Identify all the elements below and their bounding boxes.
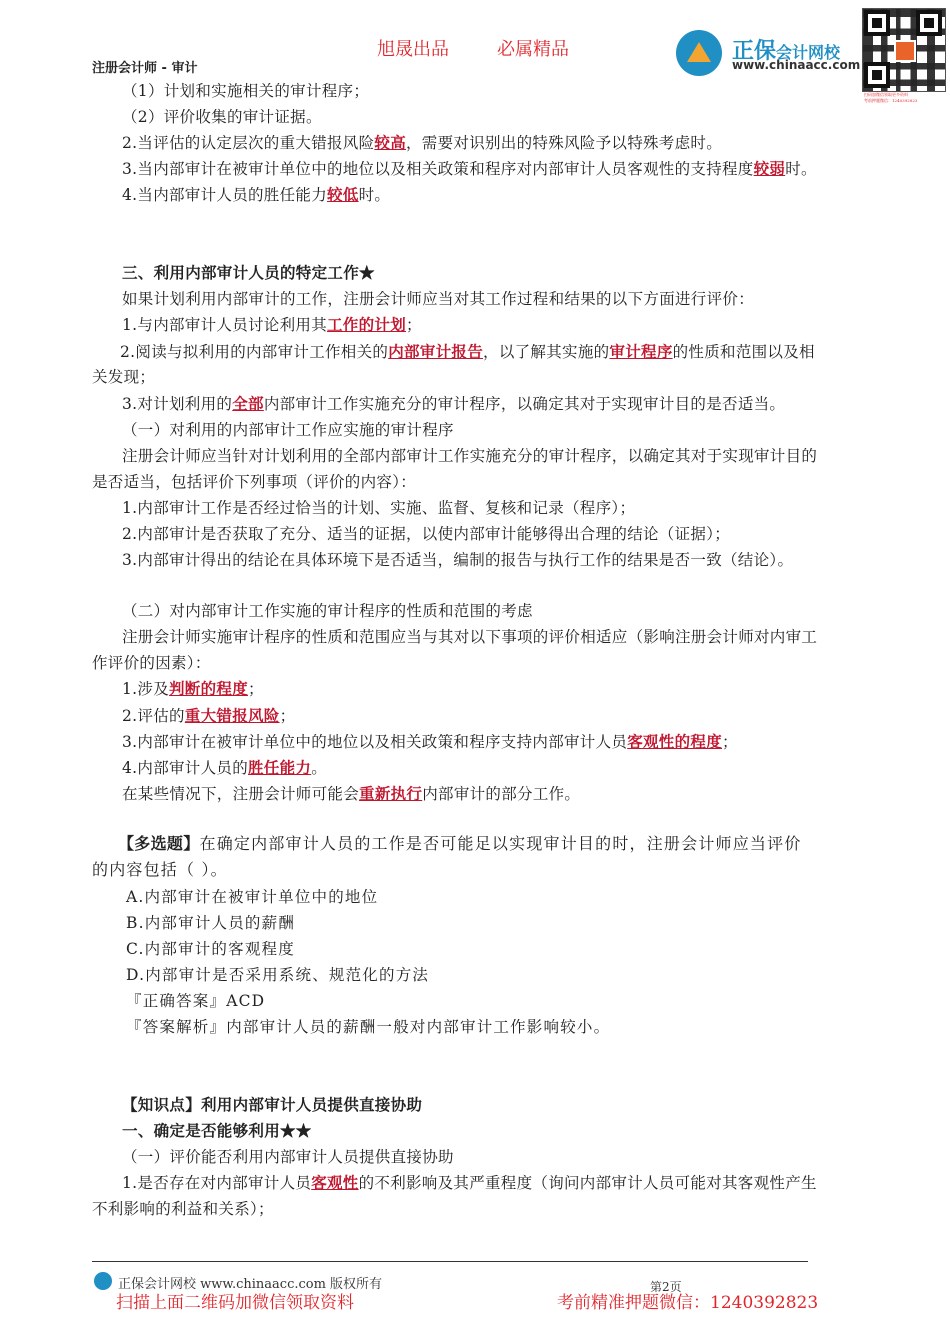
qr-caption-1: 扫码加微信领取更多资料 — [864, 92, 908, 97]
question-option: C.内部审计的客观程度 — [126, 940, 295, 958]
emphasis: 审计程序 — [609, 342, 673, 361]
emphasis: 较低 — [327, 185, 359, 204]
text-span: 2.当评估的认定层次的重大错报风险 — [122, 134, 375, 152]
text-span: 1.涉及 — [122, 680, 169, 698]
logo-name-main: 正保 — [732, 39, 777, 64]
text-span: ； — [406, 316, 422, 334]
subsection-heading: （一）对利用的内部审计工作应实施的审计程序 — [122, 421, 454, 439]
question-text: 在确定内部审计人员的工作是否可能足以实现审计目的时，注册会计师应当评价 — [199, 834, 802, 853]
text-line — [122, 314, 422, 336]
text-span: 时。 — [358, 186, 391, 204]
promo-left: 扫描上面二维码加微信领取资料 — [116, 1293, 354, 1313]
qr-finder-icon — [864, 10, 890, 36]
emphasis: 重新执行 — [359, 784, 423, 803]
explanation: 『答案解析』内部审计人员的薪酬一般对内部审计工作影响较小。 — [126, 1018, 611, 1036]
subsection-heading: （二）对内部审计工作实施的审计程序的性质和范围的考虑 — [122, 602, 533, 620]
qr-caption-2: 考前押题微信：1240392823 — [864, 98, 918, 103]
text-line: （2）评价收集的审计证据。 — [122, 108, 322, 126]
section-heading: 一、确定是否能够利用★★ — [122, 1121, 312, 1140]
logo-url: www.chinaacc.com — [732, 58, 861, 72]
text-span: ，需要对识别出的特殊风险予以特殊考虑时。 — [406, 134, 723, 152]
text-line — [122, 158, 817, 180]
text-line — [122, 731, 738, 753]
brand-left: 旭晟出品 — [377, 39, 449, 60]
knowledge-point-title: 【知识点】利用内部审计人员提供直接协助 — [122, 1095, 423, 1114]
text-line: 是否适当，包括评价下列事项（评价的内容）： — [92, 473, 417, 491]
text-line: （1）计划和实施相关的审计程序； — [122, 82, 370, 100]
emphasis: 较高 — [374, 133, 406, 152]
footer-copyright: 正保会计网校 www.chinaacc.com 版权所有 — [118, 1277, 383, 1292]
text-line: 2.内部审计是否获取了充分、适当的证据，以使内部审计能够得出合理的结论（证据）； — [122, 525, 731, 543]
logo-icon — [676, 30, 722, 76]
text-span: 3.内部审计在被审计单位中的地位以及相关政策和程序支持内部审计人员 — [122, 733, 628, 751]
emphasis: 客观性 — [311, 1173, 359, 1192]
page-number: 第2页 — [650, 1280, 682, 1294]
text-span: 内部审计工作实施充分的审计程序，以确定其对于实现审计目的是否适当。 — [263, 395, 786, 413]
text-line: 注册会计师应当针对计划利用的全部内部审计工作实施充分的审计程序，以确定其对于实现审计目的 — [122, 447, 818, 465]
qr-finder-icon — [916, 10, 942, 36]
subject-label: 注册会计师 - 审计 — [92, 61, 198, 76]
text-span: ； — [279, 707, 296, 725]
text-line: 不利影响的利益和关系）； — [92, 1200, 274, 1218]
text-line — [122, 184, 390, 206]
question-option: A.内部审计在被审计单位中的地位 — [126, 888, 379, 906]
emphasis: 工作的计划 — [327, 315, 407, 334]
text-line: 注册会计师实施审计程序的性质和范围应当与其对以下事项的评价相适应（影响注册会计师对内审工 — [122, 628, 818, 646]
text-span: 内部审计的部分工作。 — [422, 785, 581, 803]
text-line: 3.内部审计得出的结论在具体环境下是否适当，编制的报告与执行工作的结果是否一致（结论）。 — [122, 551, 794, 569]
footer-logo-icon — [94, 1272, 112, 1290]
text-span: 1.与内部审计人员讨论利用其 — [122, 316, 327, 334]
text-span: 。 — [311, 759, 328, 777]
brand-right: 必属精品 — [497, 39, 569, 60]
logo-name-sub: 会计网校 — [776, 43, 841, 62]
subsection-heading: （一）评价能否利用内部审计人员提供直接协助 — [122, 1148, 454, 1166]
text-span: ； — [722, 733, 738, 751]
question-line: 的内容包括（ ）。 — [92, 860, 228, 879]
question-label: 【多选题】 — [118, 834, 200, 853]
text-span: 在某些情况下，注册会计师可能会 — [122, 785, 360, 803]
emphasis: 胜任能力 — [248, 758, 312, 777]
text-line: 如果计划利用内部审计的工作，注册会计师应当对其工作过程和结果的以下方面进行评价： — [122, 290, 755, 308]
qr-finder-icon — [864, 62, 890, 88]
answer: 『正确答案』ACD — [126, 992, 266, 1010]
text-span: 4.当内部审计人员的胜任能力 — [122, 186, 327, 204]
text-line — [122, 757, 327, 779]
text-span: ； — [248, 680, 264, 698]
text-line — [122, 705, 295, 727]
text-line — [122, 393, 785, 415]
promo-right: 考前精准押题微信：1240392823 — [557, 1293, 819, 1313]
question-option: B.内部审计人员的薪酬 — [126, 914, 296, 932]
text-line — [122, 783, 580, 805]
text-span: ，以了解其实施的 — [483, 343, 610, 361]
emphasis: 重大错报风险 — [184, 706, 280, 725]
text-line — [122, 1172, 817, 1194]
qr-center-icon — [894, 40, 916, 62]
text-span: 3.当内部审计在被审计单位中的地位以及相关政策和程序对内部审计人员客观性的支持程度 — [122, 160, 754, 178]
text-span: 3.对计划利用的 — [122, 395, 233, 413]
footer-divider — [92, 1261, 808, 1262]
section-heading: 三、利用内部审计人员的特定工作★ — [122, 263, 375, 282]
text-line — [122, 678, 264, 700]
question-option: D.内部审计是否采用系统、规范化的方法 — [126, 966, 430, 984]
text-line: 作评价的因素）： — [92, 654, 211, 672]
text-span: 的性质和范围以及相 — [672, 343, 815, 361]
text-span: 的不利影响及其严重程度（询问内部审计人员可能对其客观性产生 — [358, 1174, 817, 1192]
text-line — [122, 132, 722, 154]
text-span: 2.评估的 — [122, 707, 185, 725]
emphasis: 判断的程度 — [169, 679, 249, 698]
text-span: 2.阅读与拟利用的内部审计工作相关的 — [120, 343, 389, 361]
text-line: 关发现； — [92, 368, 156, 386]
emphasis: 全部 — [232, 394, 264, 413]
emphasis: 较弱 — [753, 159, 786, 178]
emphasis: 内部审计报告 — [388, 342, 484, 361]
text-line — [120, 341, 815, 363]
text-span: 时。 — [785, 160, 817, 178]
text-span: 1.是否存在对内部审计人员 — [122, 1174, 312, 1192]
emphasis: 客观性的程度 — [627, 732, 723, 751]
question-line — [118, 833, 802, 855]
text-line: 1.内部审计工作是否经过恰当的计划、实施、监督、复核和记录（程序）； — [122, 499, 636, 517]
text-span: 4.内部审计人员的 — [122, 759, 248, 777]
